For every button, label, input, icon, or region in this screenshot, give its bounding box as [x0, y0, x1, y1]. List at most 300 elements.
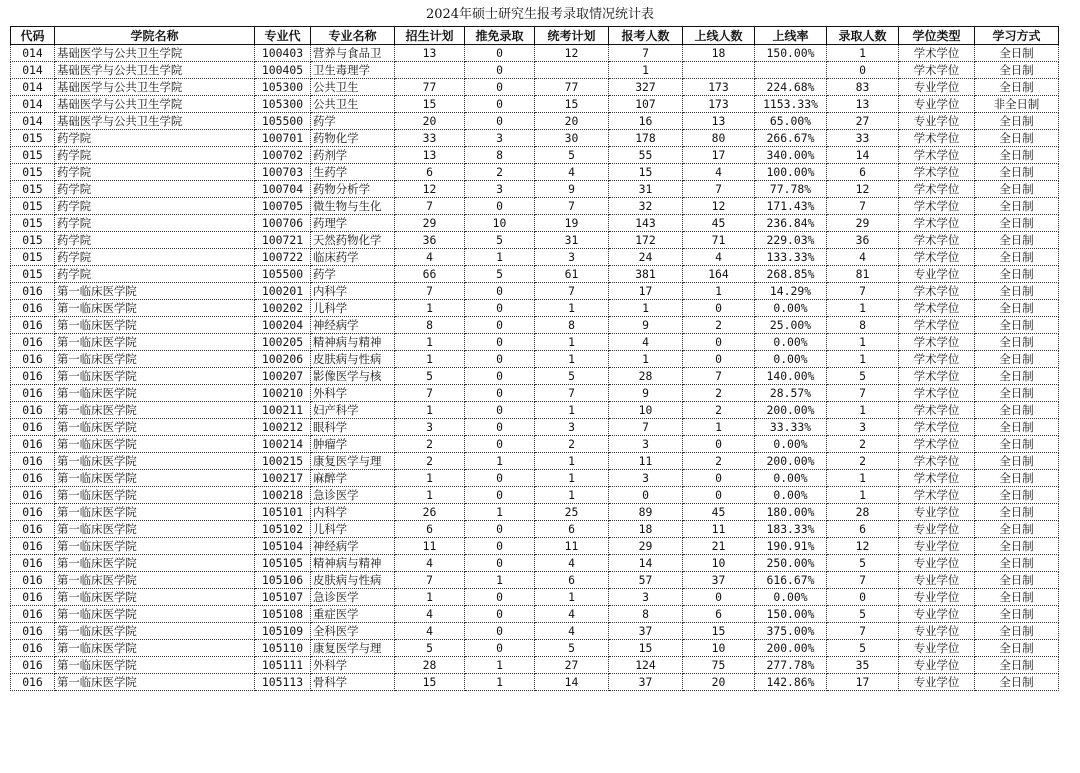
table-cell[interactable]: 专业学位 [899, 657, 975, 674]
table-cell[interactable]: 0 [683, 470, 755, 487]
table-cell[interactable]: 2 [465, 164, 535, 181]
table-cell[interactable]: 2 [827, 453, 899, 470]
table-cell[interactable]: 全日制 [975, 385, 1059, 402]
table-cell[interactable]: 016 [11, 283, 55, 300]
table-cell[interactable]: 1 [535, 402, 609, 419]
table-cell[interactable]: 全科医学 [311, 623, 395, 640]
table-cell[interactable]: 0 [465, 589, 535, 606]
table-cell[interactable]: 全日制 [975, 45, 1059, 62]
table-cell[interactable]: 268.85% [755, 266, 827, 283]
table-cell[interactable]: 014 [11, 45, 55, 62]
table-cell[interactable]: 全日制 [975, 215, 1059, 232]
table-cell[interactable]: 105107 [255, 589, 311, 606]
table-cell[interactable]: 专业学位 [899, 538, 975, 555]
table-cell[interactable]: 28 [609, 368, 683, 385]
table-cell[interactable]: 015 [11, 266, 55, 283]
table-cell[interactable]: 33.33% [755, 419, 827, 436]
table-cell[interactable]: 016 [11, 453, 55, 470]
table-cell[interactable]: 014 [11, 96, 55, 113]
table-cell[interactable]: 学术学位 [899, 198, 975, 215]
table-cell[interactable]: 全日制 [975, 538, 1059, 555]
table-cell[interactable]: 107 [609, 96, 683, 113]
table-cell[interactable]: 016 [11, 640, 55, 657]
table-cell[interactable]: 12 [683, 198, 755, 215]
table-cell[interactable]: 100202 [255, 300, 311, 317]
table-cell[interactable]: 2 [395, 453, 465, 470]
table-cell[interactable]: 0 [683, 487, 755, 504]
table-cell[interactable]: 236.84% [755, 215, 827, 232]
table-cell[interactable]: 0 [465, 113, 535, 130]
table-cell[interactable]: 340.00% [755, 147, 827, 164]
table-cell[interactable]: 7 [827, 572, 899, 589]
table-cell[interactable]: 100704 [255, 181, 311, 198]
table-cell[interactable]: 第一临床医学院 [55, 657, 255, 674]
table-cell[interactable]: 25 [535, 504, 609, 521]
table-cell[interactable]: 31 [535, 232, 609, 249]
table-cell[interactable]: 4 [535, 623, 609, 640]
table-cell[interactable]: 1 [827, 470, 899, 487]
table-cell[interactable]: 014 [11, 79, 55, 96]
table-cell[interactable]: 学术学位 [899, 368, 975, 385]
table-cell[interactable]: 0 [465, 45, 535, 62]
table-cell[interactable]: 016 [11, 572, 55, 589]
table-cell[interactable]: 26 [395, 504, 465, 521]
table-cell[interactable]: 014 [11, 113, 55, 130]
table-cell[interactable]: 105101 [255, 504, 311, 521]
table-cell[interactable]: 康复医学与理 [311, 453, 395, 470]
table-cell[interactable]: 4 [535, 164, 609, 181]
table-cell[interactable]: 药物分析学 [311, 181, 395, 198]
table-cell[interactable]: 学术学位 [899, 130, 975, 147]
table-cell[interactable]: 急诊医学 [311, 589, 395, 606]
table-cell[interactable]: 100205 [255, 334, 311, 351]
table-cell[interactable]: 100217 [255, 470, 311, 487]
table-cell[interactable]: 专业学位 [899, 623, 975, 640]
table-cell[interactable]: 药学 [311, 266, 395, 283]
table-cell[interactable]: 3 [535, 249, 609, 266]
table-cell[interactable]: 77 [535, 79, 609, 96]
table-cell[interactable]: 3 [465, 181, 535, 198]
table-cell[interactable]: 药剂学 [311, 147, 395, 164]
table-cell[interactable]: 重症医学 [311, 606, 395, 623]
table-cell[interactable]: 专业学位 [899, 640, 975, 657]
table-cell[interactable]: 016 [11, 555, 55, 572]
table-cell[interactable]: 全日制 [975, 62, 1059, 79]
table-cell[interactable]: 15 [683, 623, 755, 640]
table-cell[interactable]: 第一临床医学院 [55, 538, 255, 555]
table-cell[interactable]: 0 [683, 334, 755, 351]
table-cell[interactable]: 11 [395, 538, 465, 555]
table-cell[interactable]: 8 [609, 606, 683, 623]
table-cell[interactable]: 7 [535, 385, 609, 402]
table-cell[interactable]: 1 [395, 470, 465, 487]
table-cell[interactable]: 65.00% [755, 113, 827, 130]
table-cell[interactable]: 17 [609, 283, 683, 300]
table-cell[interactable]: 0 [827, 589, 899, 606]
table-cell[interactable]: 7 [395, 572, 465, 589]
table-cell[interactable]: 药物化学 [311, 130, 395, 147]
table-cell[interactable]: 6 [683, 606, 755, 623]
table-cell[interactable]: 15 [395, 674, 465, 691]
table-cell[interactable]: 1 [395, 351, 465, 368]
table-cell[interactable]: 1 [683, 283, 755, 300]
table-cell[interactable]: 173 [683, 79, 755, 96]
table-cell[interactable]: 016 [11, 504, 55, 521]
table-cell[interactable]: 55 [609, 147, 683, 164]
table-cell[interactable]: 药学 [311, 113, 395, 130]
table-cell[interactable]: 1 [465, 572, 535, 589]
table-cell[interactable]: 5 [395, 368, 465, 385]
table-cell[interactable]: 1 [827, 487, 899, 504]
table-cell[interactable]: 16 [609, 113, 683, 130]
table-cell[interactable]: 3 [609, 470, 683, 487]
table-cell[interactable]: 4 [683, 249, 755, 266]
table-cell[interactable]: 学术学位 [899, 147, 975, 164]
table-cell[interactable]: 全日制 [975, 113, 1059, 130]
table-cell[interactable] [683, 62, 755, 79]
table-cell[interactable]: 1 [465, 453, 535, 470]
table-cell[interactable]: 016 [11, 385, 55, 402]
table-cell[interactable]: 7 [683, 181, 755, 198]
table-cell[interactable]: 0 [465, 96, 535, 113]
table-cell[interactable]: 学术学位 [899, 232, 975, 249]
table-cell[interactable]: 学术学位 [899, 249, 975, 266]
table-cell[interactable]: 妇产科学 [311, 402, 395, 419]
table-cell[interactable]: 100703 [255, 164, 311, 181]
table-cell[interactable]: 2 [827, 436, 899, 453]
table-cell[interactable]: 第一临床医学院 [55, 436, 255, 453]
table-cell[interactable]: 4 [395, 555, 465, 572]
table-cell[interactable]: 27 [827, 113, 899, 130]
table-cell[interactable]: 0 [465, 402, 535, 419]
table-cell[interactable]: 全日制 [975, 674, 1059, 691]
table-cell[interactable]: 178 [609, 130, 683, 147]
table-cell[interactable]: 9 [535, 181, 609, 198]
table-cell[interactable]: 0 [683, 589, 755, 606]
table-cell[interactable]: 5 [395, 640, 465, 657]
table-cell[interactable]: 12 [395, 181, 465, 198]
table-cell[interactable]: 全日制 [975, 402, 1059, 419]
table-cell[interactable]: 0.00% [755, 300, 827, 317]
table-cell[interactable]: 0 [465, 555, 535, 572]
table-cell[interactable]: 1 [535, 351, 609, 368]
table-cell[interactable]: 第一临床医学院 [55, 504, 255, 521]
table-cell[interactable]: 100206 [255, 351, 311, 368]
table-cell[interactable]: 药学院 [55, 249, 255, 266]
table-cell[interactable]: 5 [535, 368, 609, 385]
table-cell[interactable]: 0 [465, 198, 535, 215]
table-cell[interactable]: 7 [827, 385, 899, 402]
table-cell[interactable]: 016 [11, 368, 55, 385]
table-cell[interactable]: 105111 [255, 657, 311, 674]
table-cell[interactable]: 全日制 [975, 198, 1059, 215]
table-cell[interactable]: 016 [11, 436, 55, 453]
table-cell[interactable]: 016 [11, 470, 55, 487]
table-cell[interactable]: 27 [535, 657, 609, 674]
table-cell[interactable]: 8 [827, 317, 899, 334]
table-cell[interactable]: 14 [827, 147, 899, 164]
table-cell[interactable]: 全日制 [975, 606, 1059, 623]
table-cell[interactable]: 29 [395, 215, 465, 232]
table-cell[interactable]: 28 [827, 504, 899, 521]
table-cell[interactable]: 4 [395, 249, 465, 266]
table-cell[interactable]: 1 [827, 351, 899, 368]
table-cell[interactable]: 卫生毒理学 [311, 62, 395, 79]
table-cell[interactable]: 学术学位 [899, 419, 975, 436]
table-cell[interactable]: 第一临床医学院 [55, 351, 255, 368]
table-cell[interactable]: 1 [609, 62, 683, 79]
table-cell[interactable]: 14.29% [755, 283, 827, 300]
table-cell[interactable]: 015 [11, 198, 55, 215]
table-cell[interactable]: 31 [609, 181, 683, 198]
table-cell[interactable]: 30 [535, 130, 609, 147]
table-cell[interactable]: 学术学位 [899, 283, 975, 300]
table-cell[interactable]: 28 [395, 657, 465, 674]
table-cell[interactable]: 专业学位 [899, 521, 975, 538]
table-cell[interactable]: 第一临床医学院 [55, 674, 255, 691]
table-cell[interactable]: 7 [827, 283, 899, 300]
table-cell[interactable]: 学术学位 [899, 436, 975, 453]
table-cell[interactable]: 全日制 [975, 164, 1059, 181]
table-cell[interactable]: 药学院 [55, 181, 255, 198]
table-cell[interactable]: 基础医学与公共卫生学院 [55, 79, 255, 96]
table-cell[interactable]: 0.00% [755, 334, 827, 351]
table-cell[interactable]: 11 [535, 538, 609, 555]
table-cell[interactable]: 全日制 [975, 368, 1059, 385]
table-cell[interactable]: 8 [465, 147, 535, 164]
table-cell[interactable]: 第一临床医学院 [55, 470, 255, 487]
table-cell[interactable]: 0.00% [755, 436, 827, 453]
table-cell[interactable]: 100210 [255, 385, 311, 402]
table-cell[interactable]: 精神病与精神 [311, 555, 395, 572]
table-cell[interactable]: 第一临床医学院 [55, 402, 255, 419]
table-cell[interactable]: 急诊医学 [311, 487, 395, 504]
table-cell[interactable]: 全日制 [975, 453, 1059, 470]
table-cell[interactable]: 250.00% [755, 555, 827, 572]
table-cell[interactable]: 016 [11, 538, 55, 555]
table-cell[interactable]: 全日制 [975, 487, 1059, 504]
table-cell[interactable]: 第一临床医学院 [55, 487, 255, 504]
table-cell[interactable]: 基础医学与公共卫生学院 [55, 96, 255, 113]
table-cell[interactable]: 28.57% [755, 385, 827, 402]
table-cell[interactable]: 专业学位 [899, 674, 975, 691]
table-cell[interactable]: 1 [395, 487, 465, 504]
table-cell[interactable]: 1153.33% [755, 96, 827, 113]
table-cell[interactable]: 7 [535, 283, 609, 300]
table-cell[interactable]: 第一临床医学院 [55, 555, 255, 572]
table-cell[interactable]: 8 [535, 317, 609, 334]
table-cell[interactable]: 第一临床医学院 [55, 572, 255, 589]
table-cell[interactable]: 7 [395, 283, 465, 300]
table-cell[interactable]: 全日制 [975, 300, 1059, 317]
table-cell[interactable]: 7 [683, 368, 755, 385]
table-cell[interactable]: 全日制 [975, 249, 1059, 266]
table-cell[interactable]: 学术学位 [899, 181, 975, 198]
table-cell[interactable]: 专业学位 [899, 589, 975, 606]
table-cell[interactable]: 6 [535, 572, 609, 589]
table-cell[interactable]: 616.67% [755, 572, 827, 589]
table-cell[interactable]: 第一临床医学院 [55, 317, 255, 334]
table-cell[interactable]: 0 [465, 436, 535, 453]
table-cell[interactable]: 3 [609, 589, 683, 606]
table-cell[interactable]: 142.86% [755, 674, 827, 691]
table-cell[interactable]: 1 [395, 589, 465, 606]
table-cell[interactable]: 全日制 [975, 623, 1059, 640]
table-cell[interactable]: 6 [535, 521, 609, 538]
table-cell[interactable]: 神经病学 [311, 538, 395, 555]
table-cell[interactable]: 1 [535, 589, 609, 606]
table-cell[interactable]: 224.68% [755, 79, 827, 96]
table-cell[interactable] [755, 62, 827, 79]
table-cell[interactable]: 0 [465, 62, 535, 79]
table-cell[interactable]: 眼科学 [311, 419, 395, 436]
table-cell[interactable]: 学术学位 [899, 334, 975, 351]
table-cell[interactable]: 105106 [255, 572, 311, 589]
table-cell[interactable]: 12 [827, 538, 899, 555]
table-cell[interactable]: 12 [535, 45, 609, 62]
table-cell[interactable]: 4 [535, 555, 609, 572]
table-cell[interactable]: 药理学 [311, 215, 395, 232]
table-cell[interactable]: 全日制 [975, 589, 1059, 606]
table-cell[interactable]: 24 [609, 249, 683, 266]
table-cell[interactable]: 学术学位 [899, 385, 975, 402]
table-cell[interactable]: 0 [465, 640, 535, 657]
table-cell[interactable]: 140.00% [755, 368, 827, 385]
table-cell[interactable]: 全日制 [975, 79, 1059, 96]
table-cell[interactable]: 45 [683, 215, 755, 232]
table-cell[interactable]: 29 [827, 215, 899, 232]
table-cell[interactable]: 第一临床医学院 [55, 368, 255, 385]
table-cell[interactable]: 57 [609, 572, 683, 589]
table-cell[interactable]: 11 [683, 521, 755, 538]
table-cell[interactable]: 0 [465, 623, 535, 640]
table-cell[interactable]: 015 [11, 249, 55, 266]
table-cell[interactable]: 第一临床医学院 [55, 419, 255, 436]
table-cell[interactable]: 2 [395, 436, 465, 453]
table-cell[interactable]: 1 [465, 249, 535, 266]
table-cell[interactable]: 100403 [255, 45, 311, 62]
table-cell[interactable]: 100212 [255, 419, 311, 436]
table-cell[interactable]: 45 [683, 504, 755, 521]
table-cell[interactable]: 13 [395, 45, 465, 62]
table-cell[interactable]: 学术学位 [899, 300, 975, 317]
table-cell[interactable]: 0 [465, 538, 535, 555]
table-cell[interactable]: 015 [11, 130, 55, 147]
table-cell[interactable]: 2 [683, 453, 755, 470]
table-cell[interactable]: 61 [535, 266, 609, 283]
table-cell[interactable]: 天然药物化学 [311, 232, 395, 249]
table-cell[interactable]: 2 [683, 402, 755, 419]
table-cell[interactable]: 21 [683, 538, 755, 555]
table-cell[interactable]: 12 [827, 181, 899, 198]
table-cell[interactable]: 全日制 [975, 232, 1059, 249]
table-cell[interactable]: 13 [683, 113, 755, 130]
table-cell[interactable]: 20 [395, 113, 465, 130]
table-cell[interactable]: 3 [827, 419, 899, 436]
table-cell[interactable]: 17 [827, 674, 899, 691]
table-cell[interactable]: 1 [683, 419, 755, 436]
table-cell[interactable]: 全日制 [975, 521, 1059, 538]
table-cell[interactable]: 外科学 [311, 385, 395, 402]
table-cell[interactable]: 0 [465, 521, 535, 538]
table-cell[interactable]: 学术学位 [899, 62, 975, 79]
table-cell[interactable]: 精神病与精神 [311, 334, 395, 351]
table-cell[interactable]: 全日制 [975, 266, 1059, 283]
table-cell[interactable]: 200.00% [755, 402, 827, 419]
table-cell[interactable]: 016 [11, 402, 55, 419]
table-cell[interactable]: 20 [683, 674, 755, 691]
table-cell[interactable]: 学术学位 [899, 470, 975, 487]
table-cell[interactable]: 皮肤病与性病 [311, 351, 395, 368]
table-cell[interactable]: 015 [11, 147, 55, 164]
table-cell[interactable]: 学术学位 [899, 453, 975, 470]
table-cell[interactable]: 4 [683, 164, 755, 181]
table-cell[interactable]: 公共卫生 [311, 96, 395, 113]
table-cell[interactable]: 105105 [255, 555, 311, 572]
table-cell[interactable]: 全日制 [975, 555, 1059, 572]
table-cell[interactable]: 3 [535, 419, 609, 436]
table-cell[interactable]: 3 [395, 419, 465, 436]
table-cell[interactable]: 1 [395, 300, 465, 317]
table-cell[interactable]: 0 [465, 334, 535, 351]
table-cell[interactable]: 100204 [255, 317, 311, 334]
table-cell[interactable]: 公共卫生 [311, 79, 395, 96]
table-cell[interactable]: 7 [609, 45, 683, 62]
table-cell[interactable]: 100721 [255, 232, 311, 249]
table-cell[interactable]: 105109 [255, 623, 311, 640]
table-cell[interactable]: 171.43% [755, 198, 827, 215]
table-cell[interactable]: 100211 [255, 402, 311, 419]
table-cell[interactable]: 0 [465, 300, 535, 317]
table-cell[interactable]: 6 [395, 521, 465, 538]
table-cell[interactable]: 375.00% [755, 623, 827, 640]
table-cell[interactable]: 4 [609, 334, 683, 351]
table-cell[interactable]: 0 [465, 317, 535, 334]
table-cell[interactable]: 内科学 [311, 283, 395, 300]
table-cell[interactable]: 全日制 [975, 436, 1059, 453]
table-cell[interactable]: 基础医学与公共卫生学院 [55, 45, 255, 62]
table-cell[interactable]: 基础医学与公共卫生学院 [55, 113, 255, 130]
table-cell[interactable]: 1 [827, 334, 899, 351]
table-cell[interactable]: 0 [465, 283, 535, 300]
table-cell[interactable]: 10 [465, 215, 535, 232]
table-cell[interactable]: 第一临床医学院 [55, 334, 255, 351]
table-cell[interactable]: 4 [535, 606, 609, 623]
table-cell[interactable]: 19 [535, 215, 609, 232]
table-cell[interactable]: 7 [395, 385, 465, 402]
table-cell[interactable]: 81 [827, 266, 899, 283]
table-cell[interactable]: 1 [827, 300, 899, 317]
table-cell[interactable]: 麻醉学 [311, 470, 395, 487]
table-cell[interactable]: 0 [609, 487, 683, 504]
table-cell[interactable]: 肿瘤学 [311, 436, 395, 453]
table-cell[interactable]: 100706 [255, 215, 311, 232]
table-cell[interactable]: 1 [535, 470, 609, 487]
table-cell[interactable]: 6 [827, 521, 899, 538]
table-cell[interactable]: 1 [535, 334, 609, 351]
table-cell[interactable]: 全日制 [975, 640, 1059, 657]
table-cell[interactable]: 专业学位 [899, 113, 975, 130]
table-cell[interactable]: 4 [395, 623, 465, 640]
table-cell[interactable]: 143 [609, 215, 683, 232]
table-cell[interactable]: 0 [465, 385, 535, 402]
table-cell[interactable]: 016 [11, 487, 55, 504]
table-cell[interactable]: 015 [11, 232, 55, 249]
table-cell[interactable]: 37 [609, 623, 683, 640]
table-cell[interactable]: 神经病学 [311, 317, 395, 334]
table-cell[interactable]: 35 [827, 657, 899, 674]
table-cell[interactable]: 100207 [255, 368, 311, 385]
